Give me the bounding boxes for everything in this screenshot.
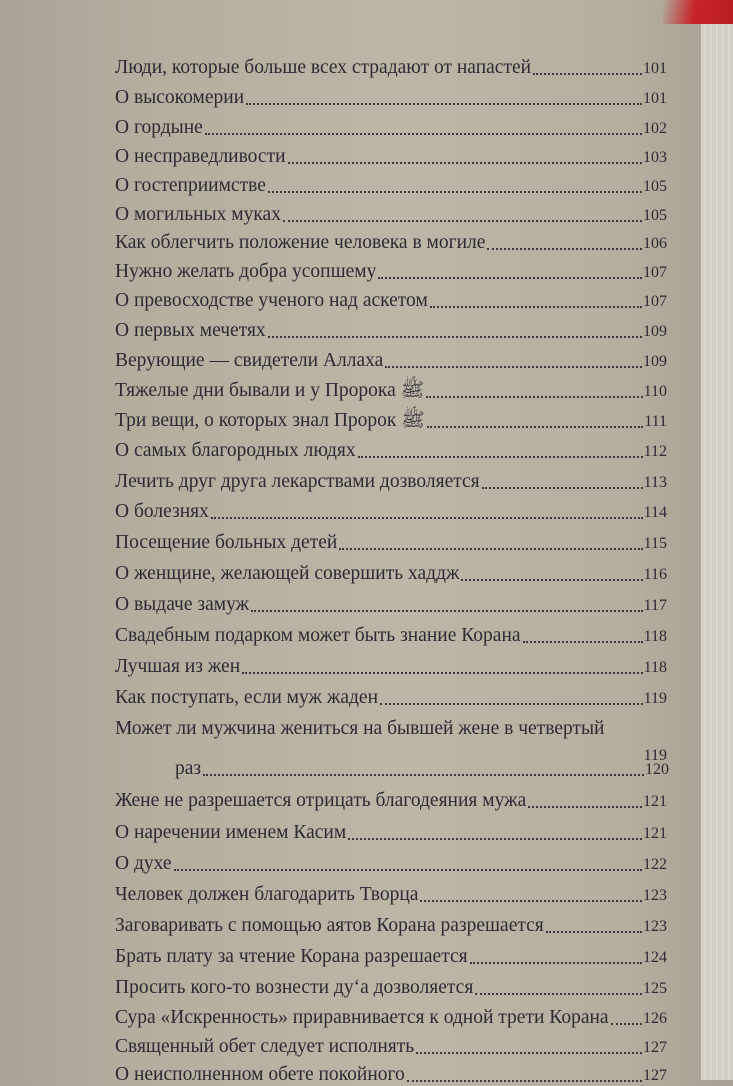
toc-entry [115, 563, 667, 585]
toc-entry-title: Свадебным подарком может быть знание Корана [115, 625, 521, 646]
toc-entry-page: 116 [643, 566, 667, 583]
toc-entry-page: 113 [643, 474, 667, 491]
dot-leader [470, 962, 642, 964]
toc-entry-title: О превосходстве ученого над аскетом [115, 290, 428, 311]
toc-entry-title: Лечить друг друга лекарствами дозволяется [115, 471, 480, 492]
toc-entry-title: О самых благородных людях [115, 440, 356, 461]
toc-entry-page: 106 [643, 235, 667, 252]
dot-leader [268, 191, 642, 193]
dot-leader [385, 366, 642, 368]
toc-entry-title: О несправедливости [115, 146, 286, 167]
toc-entry-page: 101 [643, 60, 667, 77]
dot-leader [211, 517, 643, 519]
toc-entry [115, 380, 667, 402]
toc-entry [115, 117, 667, 139]
toc-entry [115, 440, 667, 462]
toc-entry-title: Посещение больных детей [115, 532, 338, 553]
toc-entry [115, 146, 667, 168]
toc-entry [115, 261, 667, 283]
dot-leader [205, 133, 642, 135]
dot-leader [174, 869, 642, 871]
toc-entry [115, 501, 667, 523]
toc-entry-page: 122 [643, 856, 667, 873]
toc-entry [115, 232, 667, 254]
dot-leader [546, 931, 642, 933]
toc-entry-page: 105 [643, 207, 667, 224]
toc-entry-page: 123 [643, 918, 667, 935]
toc-entry-page: 110 [643, 383, 667, 400]
dot-leader [523, 641, 643, 643]
toc-entry-title: О выдаче замуж [115, 594, 250, 615]
toc-entry-title: О первых мечетях [115, 320, 266, 341]
toc-entry-title: Сура «Искренность» приравнивается к одной трети Корана [115, 1007, 609, 1028]
toc-entry-page: 118 [643, 659, 667, 676]
toc-entry [115, 946, 667, 968]
toc-entry-page: 114 [643, 504, 667, 521]
toc-entry-title: Лучшая из жен [115, 656, 241, 677]
toc-entry-title: О могильных муках [115, 204, 281, 225]
dot-leader [380, 703, 643, 705]
toc-entry-title: Жене не разрешается отрицать благодеяния мужа [115, 790, 527, 811]
dot-leader [416, 1052, 642, 1054]
dot-leader [528, 806, 642, 808]
toc-entry-title: О неисполненном обете покойного [115, 1064, 405, 1085]
toc-entry-page: 109 [643, 323, 667, 340]
dot-leader [407, 1080, 642, 1082]
toc-entry-page: 119 [643, 690, 667, 707]
toc-entry-page: 107 [643, 293, 667, 310]
toc-entry-title: О наречении именем Касим [115, 822, 347, 843]
dot-leader [611, 1023, 642, 1025]
toc-entry-page: 126 [643, 1010, 667, 1027]
toc-entry-title: Человек должен благодарить Творца [115, 884, 419, 905]
dot-leader [426, 396, 642, 398]
toc-entry-title: Может ли мужчина жениться на бывшей жене в четвертый [115, 718, 605, 739]
toc-entry-title: Как облегчить положение человека в могиле [115, 232, 486, 253]
toc-entry-page: 127 [643, 1067, 667, 1084]
toc-entry-page: 119 [643, 747, 667, 764]
dot-leader [461, 579, 642, 581]
toc-entry [115, 87, 667, 109]
toc-entry [115, 532, 667, 554]
dot-leader [378, 277, 642, 279]
toc-entry-page: 107 [643, 264, 667, 281]
toc-entry-title: Как поступать, если муж жаден [115, 687, 379, 708]
toc-entry-title: О женщине, желающей совершить хаддж [115, 563, 460, 584]
toc-entry [115, 656, 667, 678]
dot-leader [482, 487, 643, 489]
toc-entry-page: 101 [643, 90, 667, 107]
toc-entry [115, 57, 667, 79]
toc-entry-page: 127 [643, 1039, 667, 1056]
toc-entry-page: 117 [643, 597, 667, 614]
toc-entry [115, 320, 667, 342]
toc-entry-title: Люди, которые больше всех страдают от напастей [115, 57, 532, 78]
toc-entry-title: Верующие — свидетели Аллаха [115, 350, 384, 371]
toc-entry [115, 915, 667, 937]
dot-leader [203, 774, 644, 776]
dot-leader [348, 838, 642, 840]
toc-entry [115, 884, 667, 906]
dot-leader [427, 426, 643, 428]
toc-entry [115, 687, 667, 709]
toc-entry-page: 115 [643, 535, 667, 552]
toc-entry-title: О духе [115, 853, 172, 874]
toc-entry-page: 124 [643, 949, 667, 966]
dot-leader [288, 162, 642, 164]
toc-entry-page: 123 [643, 887, 667, 904]
toc-entry [115, 175, 667, 197]
toc-entry [115, 625, 667, 647]
toc-entry-page: 109 [643, 353, 667, 370]
dot-leader [283, 220, 642, 222]
toc-entry-page: 111 [644, 413, 667, 430]
toc-entry-page: 103 [643, 149, 667, 166]
toc-entry [115, 718, 667, 764]
toc-entry-page: 125 [643, 980, 667, 997]
toc-entry-title: О высокомерии [115, 87, 245, 108]
toc-entry-page: 120 [645, 761, 669, 778]
dot-leader [487, 248, 642, 250]
toc-entry-title: Священный обет следует исполнять [115, 1036, 415, 1057]
toc-entry-title: О гостеприимстве [115, 175, 266, 196]
toc-entry-continued [175, 758, 669, 780]
toc-entry [115, 822, 667, 844]
toc-entry [115, 290, 667, 312]
toc-entry [115, 410, 667, 432]
toc-entry-page: 118 [643, 628, 667, 645]
toc-entry-page: 112 [643, 443, 667, 460]
toc-entry-title: Брать плату за чтение Корана разрешается [115, 946, 468, 967]
dot-leader [242, 672, 642, 674]
dot-leader [251, 610, 643, 612]
toc-entry [115, 977, 667, 999]
toc-entry [115, 350, 667, 372]
toc-entry-title: Нужно желать добра усопшему [115, 261, 377, 282]
toc-entry-page: 105 [643, 178, 667, 195]
toc-entry [115, 853, 667, 875]
toc-entry-title: О гордыне [115, 117, 203, 138]
dot-leader [358, 456, 643, 458]
toc-entry-title: раз [175, 758, 202, 779]
dot-leader [339, 548, 642, 550]
dot-leader [475, 993, 642, 995]
toc-entry-page: 121 [643, 793, 667, 810]
dot-leader [268, 336, 642, 338]
dot-leader [533, 73, 642, 75]
dot-leader [430, 306, 642, 308]
dot-leader [420, 900, 642, 902]
dot-leader [246, 103, 642, 105]
toc-entry [115, 1007, 667, 1029]
toc-entry [115, 594, 667, 616]
toc-entry-title: Просить кого-то вознести ду‘а дозволяется [115, 977, 474, 998]
toc-entry [115, 471, 667, 493]
toc-entry-title: Заговаривать с помощью аятов Корана разрешается [115, 915, 544, 936]
toc-entry [115, 1036, 667, 1058]
toc-entry-page: 102 [643, 120, 667, 137]
toc-entry-title: О болезнях [115, 501, 209, 522]
toc-entry [115, 204, 667, 226]
toc-entry-title: Три вещи, о которых знал Пророк ﷺ [115, 410, 425, 431]
toc-entry-title: Тяжелые дни бывали и у Пророка ﷺ [115, 380, 425, 401]
toc-entry [115, 1064, 667, 1086]
toc-entry-page: 121 [643, 825, 667, 842]
toc-entry [115, 790, 667, 812]
